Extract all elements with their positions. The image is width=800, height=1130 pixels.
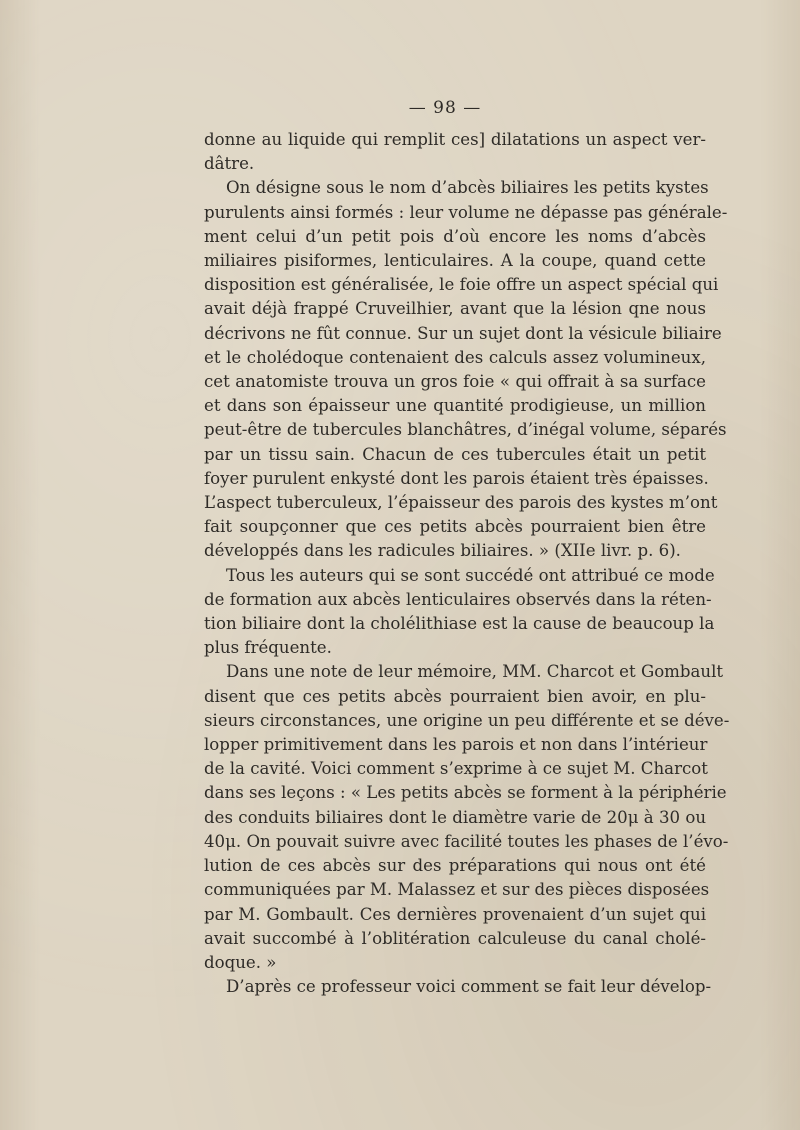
text-line: de la cavité. Voici comment s’exprime à ce sujet M. Charcot [204, 759, 708, 779]
text-line: par un tissu sain. Chacun de ces tubercules était un petit [204, 444, 706, 464]
text-line: doque. » [204, 952, 277, 972]
text-line: foyer purulent enkysté dont les parois étaient très épaisses. [204, 468, 709, 488]
page-number: — 98 — [408, 98, 482, 118]
paragraph [204, 176, 728, 563]
text-line: dans ses leçons : « Les petits abcès se forment à la périphérie [204, 783, 727, 803]
text-line: peut-être de tubercules blanchâtres, d’inégal volume, séparés [204, 420, 727, 440]
text-line: On désigne sous le nom d’abcès biliaires les petits kystes [226, 178, 709, 198]
text-line: de formation aux abcès lenticulaires observés dans la réten- [204, 589, 712, 609]
text-line: lopper primitivement dans les parois et non dans l’intérieur [204, 735, 708, 755]
text-line: lution de ces abcès sur des préparations qui nous ont été [204, 856, 706, 876]
text-line: miliaires pisiformes, lenticulaires. A la coupe, quand cette [204, 251, 706, 271]
text-line: 40μ. On pouvait suivre avec facilité toutes les phases de l’évo- [204, 831, 729, 851]
text-line: donne au liquide qui remplit ces] dilatations un aspect ver- [204, 130, 706, 149]
text-line: cet anatomiste trouva un gros foie « qui offrait à sa surface [204, 372, 706, 392]
text-line: disposition est généralisée, le foie offre un aspect spécial qui [204, 275, 719, 295]
text-line: Tous les auteurs qui se sont succédé ont attribué ce mode [226, 565, 715, 585]
text-line: communiquées par M. Malassez et sur des pièces disposées [204, 880, 710, 900]
paragraph [204, 660, 730, 975]
text-line: D’après ce professeur voici comment se fait leur dévelop- [226, 977, 712, 997]
text-line: disent que ces petits abcès pourraient bien avoir, en plu- [204, 686, 706, 706]
text-line: des conduits biliaires dont le diamètre varie de 20μ à 30 ou [204, 807, 707, 827]
paragraph [204, 128, 706, 176]
text-line: Dans une note de leur mémoire, MM. Charcot et Gombault [226, 662, 724, 682]
text-line: ment celui d’un petit pois d’où encore les noms d’abcès [204, 226, 706, 246]
paragraph [204, 564, 715, 661]
text-line: développés dans les radicules biliaires. » (XIIe livr. p. 6). [204, 541, 681, 561]
text-line: L’aspect tuberculeux, l’épaisseur des parois des kystes m’ont [204, 493, 718, 513]
text-line: et le cholédoque contenaient des calculs assez volumineux, [204, 347, 706, 367]
text-line: par M. Gombault. Ces dernières provenaient d’un sujet qui [204, 904, 706, 924]
text-line: décrivons ne fût connue. Sur un sujet dont la vésicule biliaire [204, 323, 722, 343]
text-line: dâtre. [204, 154, 255, 174]
paragraph [204, 975, 712, 999]
text-line: plus fréquente. [204, 638, 332, 658]
text-line: fait soupçonner que ces petits abcès pourraient bien être [204, 517, 706, 537]
text-line: avait déjà frappé Cruveilhier, avant que la lésion qne nous [204, 299, 706, 319]
text-line: et dans son épaisseur une quantité prodigieuse, un million [204, 396, 706, 416]
text-line: avait succombé à l’oblitération calculeuse du canal cholé- [204, 928, 706, 948]
text-line: purulents ainsi formés : leur volume ne dépasse pas générale- [204, 202, 728, 222]
text-line: tion biliaire dont la cholélithiase est la cause de beaucoup la [204, 614, 715, 634]
text-line: sieurs circonstances, une origine un peu différente et se déve- [204, 710, 730, 730]
body-text [204, 128, 730, 999]
